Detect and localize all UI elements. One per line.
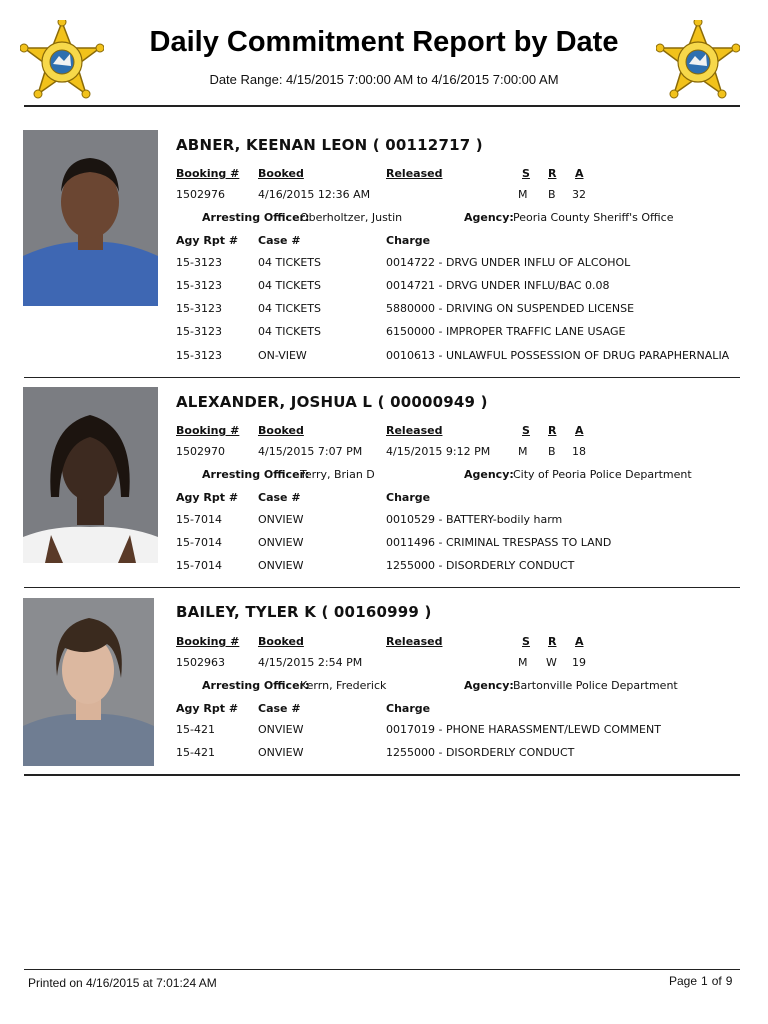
agy-rpt: 15-3123: [176, 349, 222, 362]
charge: 6150000 - IMPROPER TRAFFIC LANE USAGE: [386, 325, 626, 338]
case-number: ONVIEW: [258, 723, 304, 736]
race-label: R: [548, 424, 557, 437]
inmate-name: ABNER, KEENAN LEON ( 00112717 ): [176, 136, 483, 154]
agy-rpt: 15-7014: [176, 536, 222, 549]
race-value: W: [546, 656, 557, 669]
booked-date: 4/16/2015 12:36 AM: [258, 188, 371, 201]
charge: 0014722 - DRVG UNDER INFLU OF ALCOHOL: [386, 256, 631, 269]
agy-rpt-label: Agy Rpt #: [176, 234, 239, 247]
agy-rpt: 15-3123: [176, 279, 222, 292]
sex-label: S: [522, 635, 530, 648]
sex-value: M: [518, 656, 528, 669]
booked-label: Booked: [258, 635, 304, 648]
date-range: Date Range: 4/15/2015 7:00:00 AM to 4/16/2015 7:00:00 AM: [209, 72, 559, 87]
agy-rpt: 15-3123: [176, 325, 222, 338]
agy-rpt-label: Agy Rpt #: [176, 702, 239, 715]
charge: 0010613 - UNLAWFUL POSSESSION OF DRUG PARAPHERNALIA: [386, 349, 730, 362]
race-value: B: [548, 188, 556, 201]
agy-rpt: 15-3123: [176, 256, 222, 269]
booking-photo: [23, 387, 158, 563]
agency-label: Agency:: [464, 211, 514, 224]
of-label: of: [711, 974, 722, 988]
booking-label: Booking #: [176, 424, 240, 437]
charge: 1255000 - DISORDERLY CONDUCT: [386, 559, 575, 572]
agency: City of Peoria Police Department: [513, 468, 692, 481]
charge: 0014721 - DRVG UNDER INFLU/BAC 0.08: [386, 279, 610, 292]
sex-label: S: [522, 167, 530, 180]
age-value: 18: [572, 445, 586, 458]
page-indicator: [669, 974, 736, 988]
case-number: 04 TICKETS: [258, 325, 322, 338]
booking-number: 1502963: [176, 656, 225, 669]
booked-label: Booked: [258, 424, 304, 437]
booking-number: 1502976: [176, 188, 225, 201]
released-label: Released: [386, 167, 443, 180]
inmate-name: ALEXANDER, JOSHUA L ( 00000949 ): [176, 393, 488, 411]
footer-divider: [24, 969, 740, 970]
agy-rpt: 15-421: [176, 723, 215, 736]
agy-rpt: 15-7014: [176, 559, 222, 572]
booking-number: 1502970: [176, 445, 225, 458]
booking-label: Booking #: [176, 635, 240, 648]
age-value: 32: [572, 188, 586, 201]
booked-date: 4/15/2015 7:07 PM: [258, 445, 363, 458]
charge-label: Charge: [386, 491, 431, 504]
header-divider: [24, 105, 740, 107]
agy-rpt: 15-421: [176, 746, 215, 759]
record-divider: [24, 774, 740, 776]
case-label: Case #: [258, 491, 301, 504]
agency-label: Agency:: [464, 679, 514, 692]
report-title: Daily Commitment Report by Date: [149, 26, 619, 58]
race-value: B: [548, 445, 556, 458]
arresting-officer: Kerrn, Frederick: [300, 679, 387, 692]
age-label: A: [575, 424, 584, 437]
released-date: 4/15/2015 9:12 PM: [386, 445, 491, 458]
sex-value: M: [518, 188, 528, 201]
agy-rpt-label: Agy Rpt #: [176, 491, 239, 504]
case-number: 04 TICKETS: [258, 302, 322, 315]
arresting-officer-label: Arresting Officer:: [202, 211, 310, 224]
race-label: R: [548, 635, 557, 648]
case-number: ONVIEW: [258, 746, 304, 759]
charge-label: Charge: [386, 234, 431, 247]
released-label: Released: [386, 424, 443, 437]
booking-label: Booking #: [176, 167, 240, 180]
agency: Bartonville Police Department: [513, 679, 678, 692]
case-number: ONVIEW: [258, 559, 304, 572]
age-label: A: [575, 635, 584, 648]
case-label: Case #: [258, 702, 301, 715]
agy-rpt: 15-3123: [176, 302, 222, 315]
arresting-officer-label: Arresting Officer:: [202, 679, 310, 692]
case-number: 04 TICKETS: [258, 256, 322, 269]
booking-photo: [23, 598, 154, 766]
arresting-officer-label: Arresting Officer:: [202, 468, 310, 481]
charge: 0011496 - CRIMINAL TRESPASS TO LAND: [386, 536, 612, 549]
released-label: Released: [386, 635, 443, 648]
arresting-officer: Terry, Brian D: [300, 468, 375, 481]
agy-rpt: 15-7014: [176, 513, 222, 526]
booked-label: Booked: [258, 167, 304, 180]
booked-date: 4/15/2015 2:54 PM: [258, 656, 363, 669]
sex-value: M: [518, 445, 528, 458]
inmate-name: BAILEY, TYLER K ( 00160999 ): [176, 603, 432, 621]
case-number: ONVIEW: [258, 536, 304, 549]
charge: 0017019 - PHONE HARASSMENT/LEWD COMMENT: [386, 723, 661, 736]
age-label: A: [575, 167, 584, 180]
agency: Peoria County Sheriff's Office: [513, 211, 674, 224]
record-divider: [24, 377, 740, 378]
record-divider: [24, 587, 740, 588]
charge: 5880000 - DRIVING ON SUSPENDED LICENSE: [386, 302, 635, 315]
age-value: 19: [572, 656, 586, 669]
charge: 0010529 - BATTERY-bodily harm: [386, 513, 563, 526]
agency-label: Agency:: [464, 468, 514, 481]
case-label: Case #: [258, 234, 301, 247]
sex-label: S: [522, 424, 530, 437]
charge: 1255000 - DISORDERLY CONDUCT: [386, 746, 575, 759]
case-number: ON-VIEW: [258, 349, 307, 362]
case-number: ONVIEW: [258, 513, 304, 526]
booking-photo: [23, 130, 158, 306]
case-number: 04 TICKETS: [258, 279, 322, 292]
page-number: 1: [701, 974, 708, 988]
total-pages: 9: [725, 974, 733, 988]
page-label: Page: [669, 974, 698, 988]
race-label: R: [548, 167, 557, 180]
printed-timestamp: Printed on 4/16/2015 at 7:01:24 AM: [28, 976, 217, 990]
arresting-officer: Oberholtzer, Justin: [300, 211, 403, 224]
charge-label: Charge: [386, 702, 431, 715]
